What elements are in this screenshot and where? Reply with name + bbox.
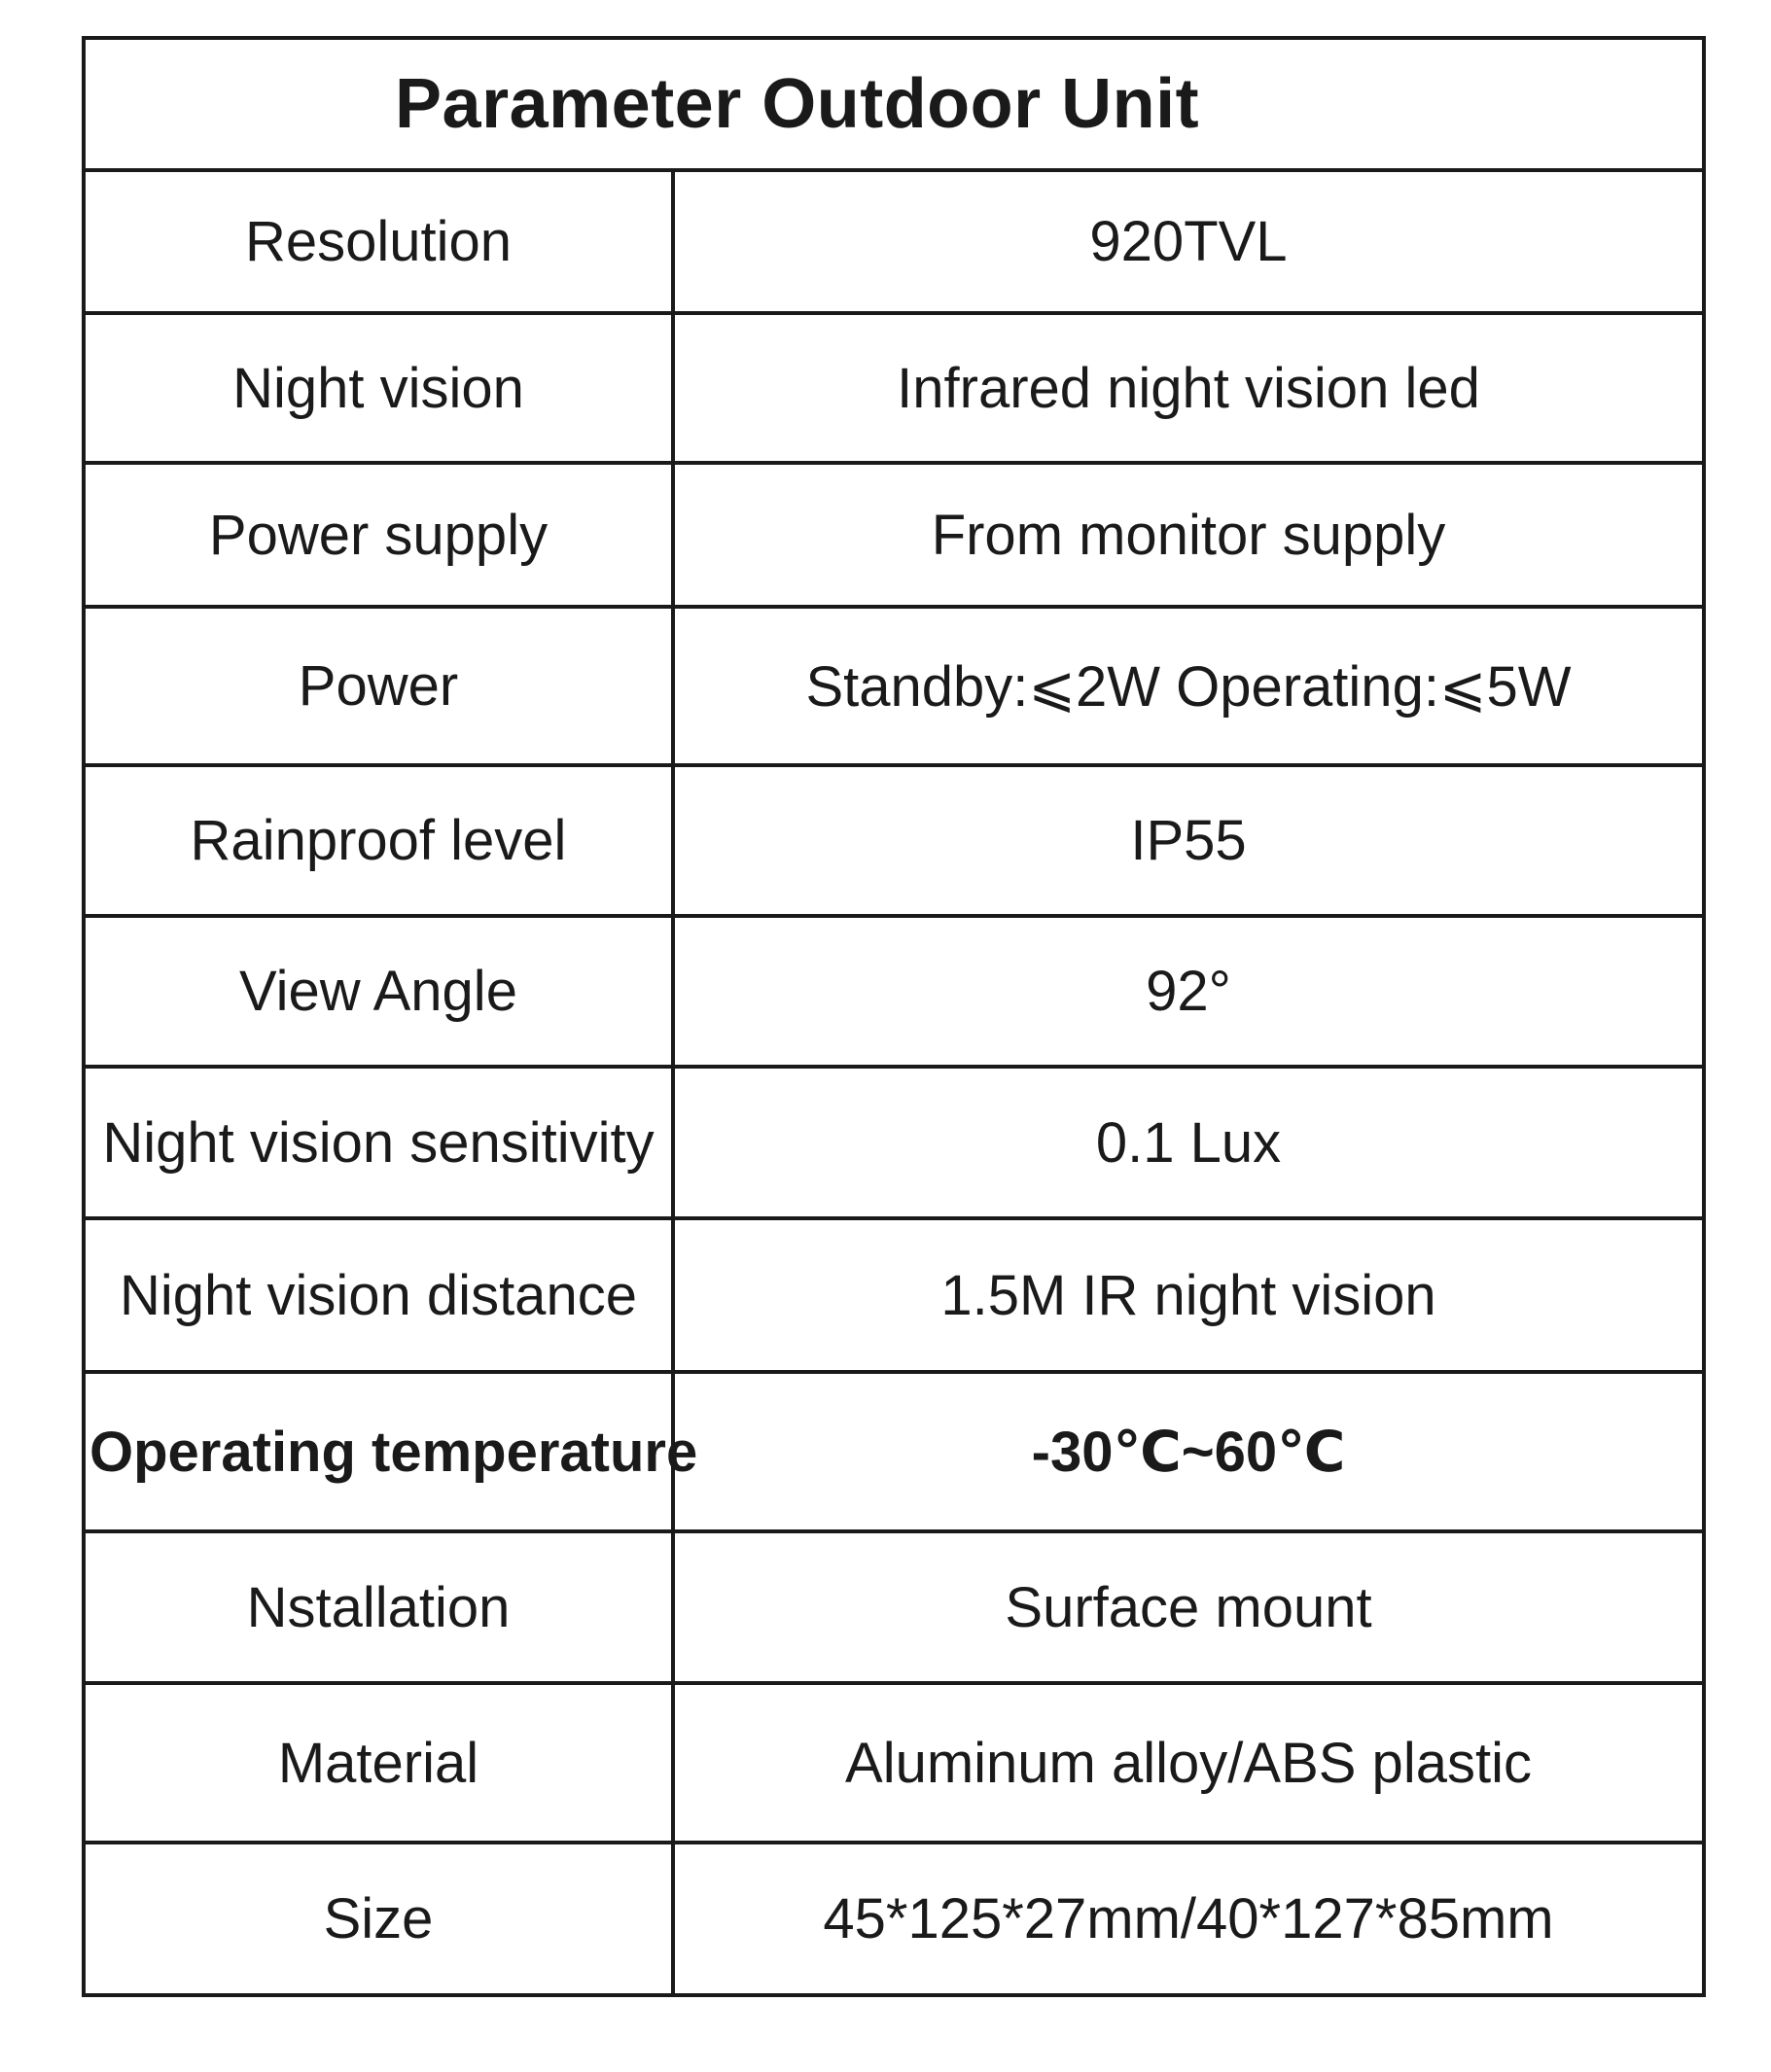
table-row (84, 170, 1704, 313)
table-row (84, 607, 1704, 765)
param-label-power-supply: Power supply (84, 463, 673, 607)
table-row (84, 1372, 1704, 1531)
param-label-installation: Nstallation (84, 1531, 673, 1683)
param-label-view-angle: View Angle (84, 916, 673, 1067)
param-value-power: Standby:⩽2W Operating:⩽5W (673, 607, 1704, 765)
param-label-night-vision: Night vision (84, 313, 673, 463)
table-row (84, 916, 1704, 1067)
table-row (84, 463, 1704, 607)
table-row (84, 1218, 1704, 1372)
table-row (84, 313, 1704, 463)
param-label-night-vision-distance: Night vision distance (84, 1218, 673, 1372)
param-label-power: Power (84, 607, 673, 765)
table-row (84, 1531, 1704, 1683)
param-value-night-vision-sensitivity: 0.1 Lux (673, 1067, 1704, 1218)
table-row (84, 765, 1704, 916)
param-value-size: 45*125*27mm/40*127*85mm (673, 1843, 1704, 1995)
title-row (84, 38, 1704, 170)
spec-table (82, 36, 1706, 1997)
param-value-installation: Surface mount (673, 1531, 1704, 1683)
param-label-material: Material (84, 1683, 673, 1843)
param-value-material: Aluminum alloy/ABS plastic (673, 1683, 1704, 1843)
table-row (84, 1683, 1704, 1843)
param-value-operating-temperature: -30℃~60℃ (673, 1372, 1704, 1531)
param-value-night-vision-distance: 1.5M IR night vision (673, 1218, 1704, 1372)
param-label-size: Size (84, 1843, 673, 1995)
param-value-rainproof-level: IP55 (673, 765, 1704, 916)
param-label-rainproof-level: Rainproof level (84, 765, 673, 916)
param-label-operating-temperature: Operating temperature (84, 1372, 673, 1531)
param-value-night-vision: Infrared night vision led (673, 313, 1704, 463)
param-label-resolution: Resolution (84, 170, 673, 313)
param-label-night-vision-sensitivity: Night vision sensitivity (84, 1067, 673, 1218)
table-row (84, 1067, 1704, 1218)
param-value-view-angle: 92° (673, 916, 1704, 1067)
table-title: Parameter Outdoor Unit (84, 38, 1704, 170)
param-value-resolution: 920TVL (673, 170, 1704, 313)
table-row (84, 1843, 1704, 1995)
param-value-power-supply: From monitor supply (673, 463, 1704, 607)
